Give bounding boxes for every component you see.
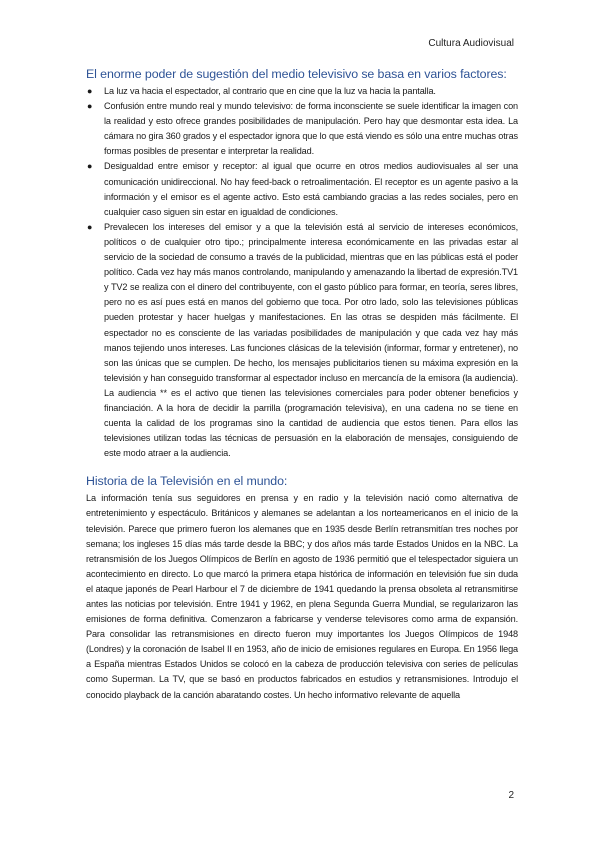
- bullet-icon: ●: [87, 161, 93, 172]
- list-item: ● Prevalecen los intereses del emisor y a que la televisión está al servicio de intereses económicos, políticos o de cualquier otro tipo.; principalmente interesa económicamente en las privadas estar al servicio de la sociedad de consumo a través de la publicidad, mientras que en las públicas está el poder político. Cada vez hay más manos controlando, manipulando y amenazando la libertad de expresión.TV1 y TV2 se realiza con el dinero del contribuyente, con el gasto público para formar, en teoría, seres libres, pero no es así pues está en manos del gobierno que toca. Por otro lado, solo las televisiones públicas pueden protestar y hacer huelgas y manifestaciones. En las otras se despiden más fácilmente. El espectador no es consciente de las variadas posibilidades de manipulación y que cada vez hay más manos tejiendo unos intereses. Las funciones clásicas de la televisión (informar, formar y entretener), no son las únicas que se cumplen. De hecho, los mensajes publicitarios tienen su máxima expresión en la televisión y han conseguido transformar al espectador incluso en mercancía de la emisora (la audiencia). La audiencia ** es el activo que tienen las televisiones comerciales para poder obtener beneficios y financiación. A la hora de decidir la parrilla (programación televisiva), en una cadena no se tiene en cuenta la calidad de los programas sino la cantidad de audiencia que estos tienen. Para ellos las televisiones utilizan todas las técnicas de persuasión en la elaboración de mensajes, consiguiendo de este modo atraer a la audiencia.: [87, 221, 518, 459]
- running-header: Cultura Audiovisual: [428, 38, 514, 49]
- list-item: ● Confusión entre mundo real y mundo televisivo: de forma inconsciente se suele identificar la imagen con la realidad y esto ofrece grandes posibilidades de manipulación. Pero hay que desmontar esta idea. La cámara no gira 360 grados y el espectador ignora que lo que está viendo es sólo una entre muchas otras formas posibles de presentar e interpretar la realidad.: [87, 101, 518, 157]
- section-heading: Historia de la Televisión en el mundo:: [86, 474, 288, 489]
- body-paragraph: La información tenía sus seguidores en prensa y en radio y la televisión nació como alternativa de entretenimiento y espectáculo. Británicos y alemanes se adelantan a los norteamericanos en el inicio de la televisión. Parece que primero fueron los alemanes que en 1935 desde Berlín retransmitían tres noches por semana; los ingleses 15 días más tarde desde la BBC; y dos años más tarde Estados Unidos en la NBC. La retransmisión de los Juegos Olímpicos de Berlín en agosto de 1936 permitió que el telespectador siguiera un acontecimiento en directo. Lo que marcó la primera etapa histórica de información en televisión fue sin duda el ataque japonés de Pearl Harbour el 7 de diciembre de 1941 quedando la prensa obsoleta al retransmitirse antes las noticias por televisión. Entre 1941 y 1962, en plena Segunda Guerra Mundial, se regularizaron las emisiones de forma definitiva. Comenzaron a fabricarse y venderse televisores como arma de expansión. Para consolidar las retransmisiones en directo fueron muy importantes los Juegos Olímpicos de 1948 (Londres) y la coronación de Isabel II en 1953, año de inicio de emisiones regulares en Europa. En 1956 llega a España mientras Estados Unidos se colocó en la cabeza de producción televisiva con series de películas como Superman. La TV, que se basó en productos fabricados en estudios y retransmisiones. Introdujo el conocido playback de la canción abaratando costes. Un hecho informativo relevante de aquella: [86, 493, 518, 700]
- section-heading: El enorme poder de sugestión del medio televisivo se basa en varios factores:: [86, 67, 507, 81]
- page-content: [86, 66, 518, 703]
- page-number: 2: [508, 790, 514, 801]
- bullet-icon: ●: [87, 221, 93, 232]
- bullet-icon: ●: [87, 101, 93, 112]
- bullet-icon: ●: [87, 86, 93, 96]
- list-item: ● La luz va hacia el espectador, al contrario que en cine que la luz va hacia la pantalla.: [86, 84, 518, 99]
- factor-list: [86, 84, 518, 461]
- list-item: ● Desigualdad entre emisor y receptor: al igual que ocurre en otros medios audiovisuales al ser una comunicación unidireccional. No hay feed-back o retroalimentación. El receptor es un agente pasivo a la información y el emisor es el agente activo. Esto está cambiando gracias a las redes sociales, pero en cualquier caso siguen sin estar en igualdad de condiciones.: [87, 161, 518, 217]
